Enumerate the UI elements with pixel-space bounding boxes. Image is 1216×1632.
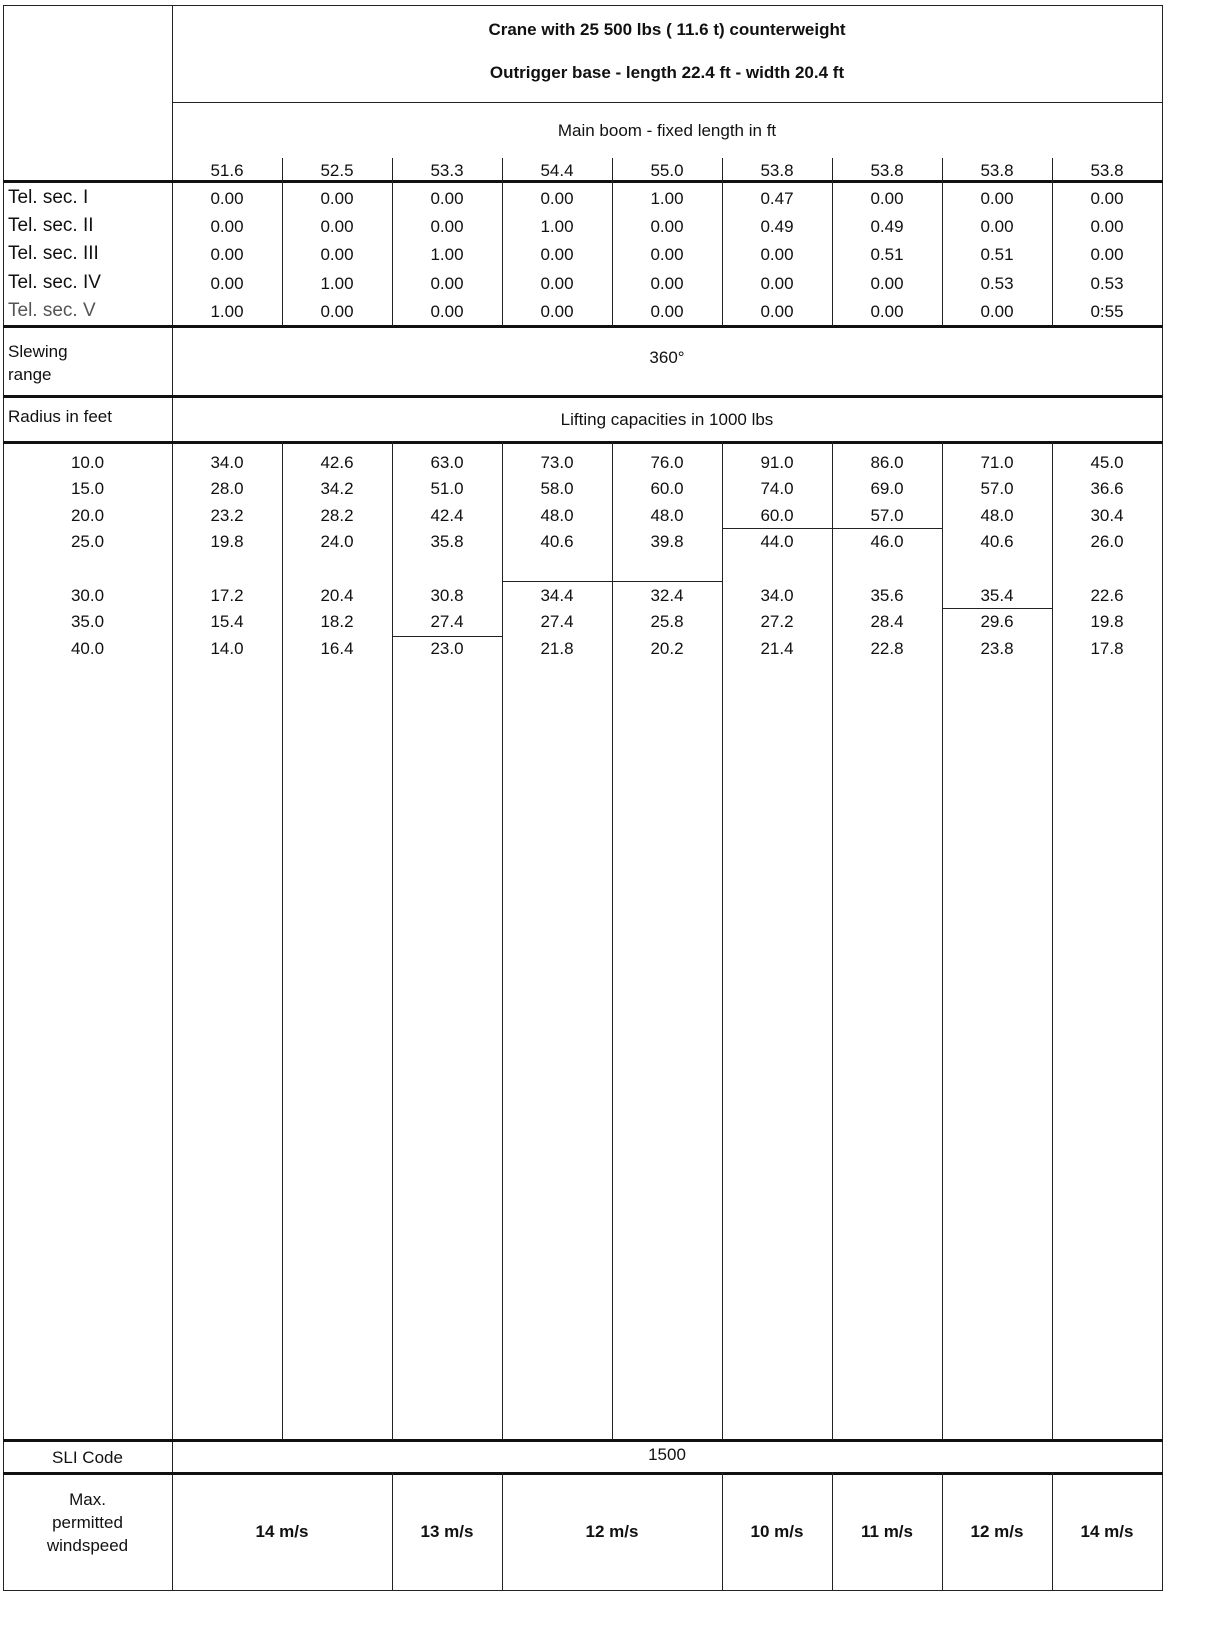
capacity-cell: 24.0: [320, 532, 354, 551]
tel-section-value: 0.00: [430, 274, 464, 293]
radius-value: 20.0: [70, 506, 105, 525]
column-divider: [612, 158, 613, 326]
capacity-cell: 71.0: [980, 453, 1014, 472]
radius-value: 10.0: [70, 453, 105, 472]
tel-section-value: 0.53: [980, 274, 1014, 293]
capacity-cell: 20.4: [320, 586, 354, 605]
tel-section-value: 1.00: [430, 245, 464, 264]
tel-section-value: 0.00: [1090, 245, 1124, 264]
column-divider: [1052, 158, 1053, 326]
boom-length: 51.6: [210, 161, 244, 180]
capacity-cell: 73.0: [540, 453, 574, 472]
range-boundary-line: [942, 608, 1052, 609]
capacity-cell: 46.0: [870, 532, 904, 551]
tel-section-value: 0.49: [870, 217, 904, 236]
capacity-cell: 34.0: [760, 586, 794, 605]
capacity-cell: 28.4: [870, 612, 904, 631]
capacity-cell: 34.2: [320, 479, 354, 498]
boom-length: 53.8: [870, 161, 904, 180]
capacity-cell: 30.4: [1090, 506, 1124, 525]
capacity-cell: 15.4: [210, 612, 244, 631]
tel-section-label: Tel. sec. III: [8, 243, 99, 264]
tel-section-value: 0.47: [760, 189, 794, 208]
outrigger-base: Outrigger base - length 22.4 ft - width 20.4 ft: [489, 63, 845, 82]
capacity-cell: 28.2: [320, 506, 354, 525]
capacity-cell: 40.6: [540, 532, 574, 551]
tel-section-value: 1.00: [650, 189, 684, 208]
border-top: [3, 5, 1163, 6]
tel-section-value: 0.00: [430, 217, 464, 236]
divider: [3, 1439, 1163, 1442]
main-boom-label: Main boom - fixed length in ft: [557, 121, 777, 140]
capacity-cell: 32.4: [650, 586, 684, 605]
capacity-cell: 36.6: [1090, 479, 1124, 498]
border-bottom: [3, 1590, 1163, 1591]
radius-value: 30.0: [70, 586, 105, 605]
tel-section-value: 0.00: [320, 302, 354, 321]
boom-length: 53.8: [1090, 161, 1124, 180]
capacity-cell: 60.0: [650, 479, 684, 498]
capacity-cell: 86.0: [870, 453, 904, 472]
column-divider: [832, 158, 833, 326]
column-divider: [282, 158, 283, 326]
capacity-cell: 17.2: [210, 586, 244, 605]
capacity-cell: 34.0: [210, 453, 244, 472]
capacity-cell: 27.4: [430, 612, 464, 631]
tel-section-value: 0.00: [760, 274, 794, 293]
capacity-cell: 19.8: [210, 532, 244, 551]
tel-section-value: 0.00: [320, 189, 354, 208]
capacity-cell: 76.0: [650, 453, 684, 472]
capacity-cell: 63.0: [430, 453, 464, 472]
capacity-cell: 27.2: [760, 612, 794, 631]
windspeed-label-2: permitted: [52, 1513, 123, 1532]
capacity-cell: 48.0: [980, 506, 1014, 525]
capacity-cell: 23.0: [430, 639, 464, 658]
tel-section-value: 0.00: [210, 217, 244, 236]
capacity-cell: 57.0: [870, 506, 904, 525]
capacity-cell: 18.2: [320, 612, 354, 631]
capacity-cell: 40.6: [980, 532, 1014, 551]
range-boundary-line: [722, 528, 832, 529]
capacity-cell: 60.0: [760, 506, 794, 525]
slewing-label-1: Slewing: [8, 342, 68, 361]
capacity-cell: 23.2: [210, 506, 244, 525]
tel-section-label: Tel. sec. IV: [8, 272, 101, 293]
divider: [3, 441, 1163, 444]
windspeed-value: 12 m/s: [585, 1522, 639, 1541]
tel-section-value: 0.00: [870, 274, 904, 293]
capacity-cell: 45.0: [1090, 453, 1124, 472]
radius-label: Radius in feet: [8, 407, 112, 426]
tel-section-value: 0.00: [650, 274, 684, 293]
windspeed-label-1: Max.: [69, 1490, 106, 1509]
tel-section-value: 0.00: [210, 274, 244, 293]
range-boundary-line: [392, 636, 502, 637]
capacity-cell: 48.0: [650, 506, 684, 525]
capacity-cell: 42.6: [320, 453, 354, 472]
tel-section-value: 1.00: [540, 217, 574, 236]
tel-section-value: 0:55: [1090, 302, 1124, 321]
tel-section-value: 0.00: [980, 302, 1014, 321]
divider: [3, 325, 1163, 328]
capacity-cell: 74.0: [760, 479, 794, 498]
windspeed-value: 12 m/s: [970, 1522, 1024, 1541]
capacity-cell: 26.0: [1090, 532, 1124, 551]
radius-value: 40.0: [70, 639, 105, 658]
capacity-cell: 23.8: [980, 639, 1014, 658]
capacity-cell: 69.0: [870, 479, 904, 498]
capacity-cell: 14.0: [210, 639, 244, 658]
windspeed-value: 14 m/s: [255, 1522, 309, 1541]
capacity-cell: 22.8: [870, 639, 904, 658]
capacity-cell: 35.6: [870, 586, 904, 605]
capacity-cell: 28.0: [210, 479, 244, 498]
radius-value: 15.0: [70, 479, 105, 498]
tel-section-value: 0.00: [870, 189, 904, 208]
capacity-cell: 21.8: [540, 639, 574, 658]
capacity-cell: 19.8: [1090, 612, 1124, 631]
tel-section-value: 0.00: [760, 245, 794, 264]
capacity-cell: 91.0: [760, 453, 794, 472]
boom-length: 52.5: [320, 161, 354, 180]
tel-section-value: 0.51: [980, 245, 1014, 264]
tel-section-value: 0.00: [210, 189, 244, 208]
sli-label: SLI Code: [52, 1448, 123, 1467]
capacity-cell: 42.4: [430, 506, 464, 525]
capacity-cell: 34.4: [540, 586, 574, 605]
radius-value: 35.0: [70, 612, 105, 631]
range-boundary-line: [612, 581, 722, 582]
capacity-cell: 51.0: [430, 479, 464, 498]
boom-length: 54.4: [540, 161, 574, 180]
lifting-capacities-label: Lifting capacities in 1000 lbs: [560, 410, 774, 429]
capacity-cell: 39.8: [650, 532, 684, 551]
capacity-cell: 27.4: [540, 612, 574, 631]
windspeed-label-3: windspeed: [46, 1536, 129, 1555]
range-boundary-line: [832, 528, 942, 529]
label-column-divider: [172, 5, 173, 1591]
capacity-cell: 20.2: [650, 639, 684, 658]
windspeed-value: 10 m/s: [750, 1522, 804, 1541]
tel-section-value: 0.49: [760, 217, 794, 236]
capacity-cell: 44.0: [760, 532, 794, 551]
tel-section-value: 0.00: [1090, 189, 1124, 208]
tel-section-value: 0.00: [980, 217, 1014, 236]
tel-section-value: 0.00: [980, 189, 1014, 208]
capacity-cell: 17.8: [1090, 639, 1124, 658]
capacity-cell: 22.6: [1090, 586, 1124, 605]
tel-section-value: 0.00: [430, 302, 464, 321]
tel-section-value: 0.00: [210, 245, 244, 264]
tel-section-value: 0.00: [540, 245, 574, 264]
tel-section-value: 1.00: [320, 274, 354, 293]
tel-section-value: 0.00: [1090, 217, 1124, 236]
tel-section-label: Tel. sec. V: [8, 300, 96, 321]
divider: [172, 102, 1162, 103]
windspeed-value: 13 m/s: [420, 1522, 474, 1541]
windspeed-value: 14 m/s: [1080, 1522, 1134, 1541]
radius-value: 25.0: [70, 532, 105, 551]
boom-length: 53.3: [430, 161, 464, 180]
slewing-label-2: range: [8, 365, 52, 384]
capacity-cell: 57.0: [980, 479, 1014, 498]
column-divider: [392, 158, 393, 326]
border-right: [1162, 5, 1163, 1591]
chart-title: Crane with 25 500 lbs ( 11.6 t) counterweight: [488, 20, 846, 39]
boom-length: 53.8: [980, 161, 1014, 180]
tel-section-value: 0.00: [540, 189, 574, 208]
tel-section-value: 0.00: [650, 217, 684, 236]
tel-section-value: 0.00: [540, 274, 574, 293]
tel-section-value: 0.00: [650, 302, 684, 321]
capacity-cell: 35.4: [980, 586, 1014, 605]
tel-section-label: Tel. sec. I: [8, 187, 89, 208]
capacity-cell: 48.0: [540, 506, 574, 525]
sli-code-value: 1500: [648, 1445, 686, 1464]
capacity-cell: 16.4: [320, 639, 354, 658]
tel-section-value: 0.53: [1090, 274, 1124, 293]
divider: [3, 1472, 1163, 1475]
tel-section-value: 0.00: [430, 189, 464, 208]
slewing-range-value: 360°: [649, 348, 685, 367]
divider: [3, 395, 1163, 398]
tel-section-value: 0.51: [870, 245, 904, 264]
capacity-cell: 29.6: [980, 612, 1014, 631]
tel-section-value: 0.00: [320, 217, 354, 236]
capacity-cell: 25.8: [650, 612, 684, 631]
capacity-cell: 35.8: [430, 532, 464, 551]
range-boundary-line: [502, 581, 612, 582]
tel-section-value: 1.00: [210, 302, 244, 321]
tel-section-label: Tel. sec. II: [8, 215, 94, 236]
windspeed-value: 11 m/s: [861, 1522, 913, 1541]
capacity-cell: 30.8: [430, 586, 464, 605]
tel-section-value: 0.00: [650, 245, 684, 264]
capacity-cell: 58.0: [540, 479, 574, 498]
tel-section-value: 0.00: [540, 302, 574, 321]
column-divider: [502, 158, 503, 326]
tel-section-value: 0.00: [870, 302, 904, 321]
border-left: [3, 5, 4, 1591]
boom-length: 53.8: [760, 161, 794, 180]
capacity-cell: 21.4: [760, 639, 794, 658]
column-divider: [722, 158, 723, 326]
column-divider: [942, 158, 943, 326]
boom-length: 55.0: [650, 161, 684, 180]
tel-section-value: 0.00: [320, 245, 354, 264]
tel-section-value: 0.00: [760, 302, 794, 321]
